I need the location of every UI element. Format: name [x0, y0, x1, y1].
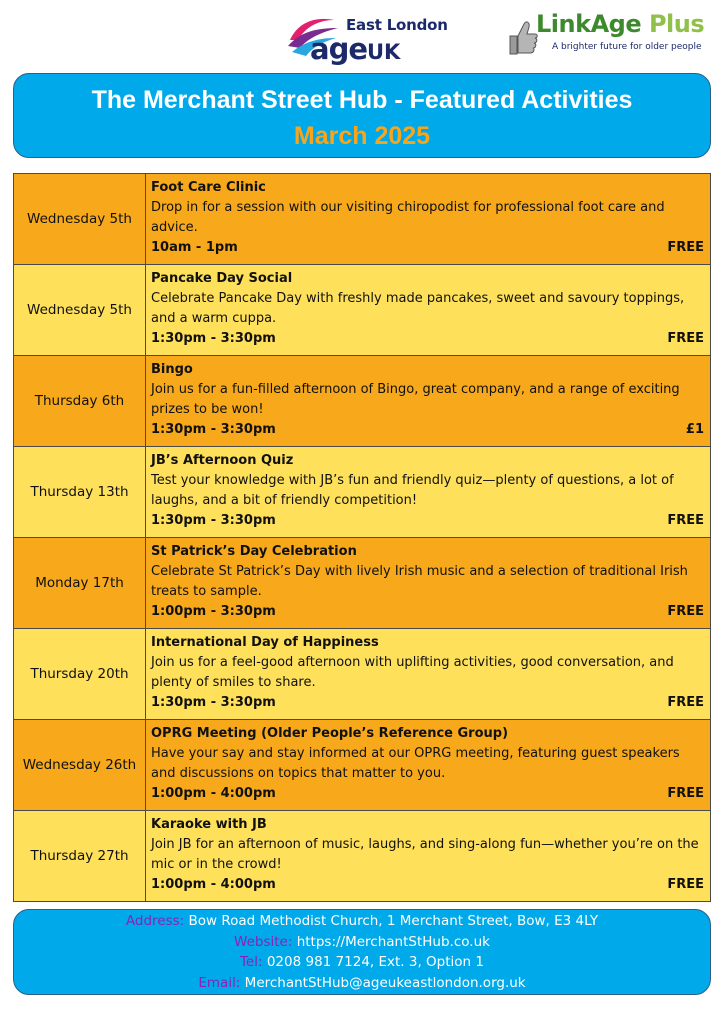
event-description: Celebrate Pancake Day with freshly made pancakes, sweet and savoury toppings, and a warm cuppa.: [151, 291, 685, 326]
event-title: St Patrick’s Day Celebration: [151, 544, 357, 559]
event-row: [14, 811, 711, 902]
event-date: Wednesday 26th: [14, 720, 146, 811]
event-description: Have your say and stay informed at our OPRG meeting, featuring guest speakers and discussions on topics that matter to you.: [151, 746, 680, 781]
tel-value: 0208 981 7124, Ext. 3, Option 1: [266, 954, 484, 970]
event-date: Thursday 27th: [14, 811, 146, 902]
age-uk-brand: age: [310, 32, 367, 66]
event-row: [14, 174, 711, 265]
age-uk-east-london-logo: [286, 12, 446, 64]
website-label: Website:: [234, 933, 293, 950]
event-title: Bingo: [151, 362, 193, 377]
event-title: International Day of Happiness: [151, 635, 379, 650]
age-uk-wordmark: [310, 32, 400, 69]
thumbs-up-icon: [508, 18, 538, 58]
event-date: Thursday 20th: [14, 629, 146, 720]
event-footer: [151, 238, 704, 258]
event-time: 1:00pm - 4:00pm: [151, 786, 276, 801]
logo-bar: [0, 8, 724, 64]
event-date: Thursday 6th: [14, 356, 146, 447]
event-description: Celebrate St Patrick’s Day with lively Irish music and a selection of traditional Irish treats to sample.: [151, 564, 688, 599]
event-row: [14, 356, 711, 447]
event-description: Drop in for a session with our visiting chiropodist for professional foot care and advice.: [151, 200, 665, 235]
linkage-tagline: A brighter future for older people: [552, 42, 702, 52]
event-title: Karaoke with JB: [151, 817, 267, 832]
event-footer: [151, 602, 704, 622]
event-info: [146, 720, 711, 811]
event-price: FREE: [667, 331, 704, 346]
address-line: [14, 911, 710, 932]
email-label: Email:: [198, 974, 241, 991]
activities-table: [13, 173, 711, 902]
address-value: Bow Road Methodist Church, 1 Merchant Street, Bow, E3 4LY: [188, 913, 599, 929]
event-description: Test your knowledge with JB’s fun and friendly quiz—plenty of questions, a lot of laughs, and a bit of friendly competition!: [151, 473, 674, 508]
event-time: 10am - 1pm: [151, 240, 238, 255]
event-time: 1:30pm - 3:30pm: [151, 695, 276, 710]
event-title: Foot Care Clinic: [151, 180, 266, 195]
tel-label: Tel:: [239, 954, 263, 970]
event-footer: [151, 784, 704, 804]
event-row: [14, 447, 711, 538]
event-price: FREE: [667, 877, 704, 892]
event-footer: [151, 693, 704, 713]
event-price: FREE: [667, 786, 704, 801]
address-label: Address:: [125, 913, 185, 929]
linkage-name-plus: Plus: [648, 10, 705, 38]
event-row: [14, 265, 711, 356]
event-footer: [151, 875, 704, 895]
event-price: FREE: [667, 604, 704, 619]
linkage-plus-logo: [508, 10, 714, 64]
event-row: [14, 538, 711, 629]
contact-footer: [13, 909, 711, 995]
activities-table-body: [14, 174, 711, 902]
page-header: [13, 73, 711, 158]
event-title: Pancake Day Social: [151, 271, 293, 286]
linkage-plus-name: [536, 10, 704, 38]
tel-line: [14, 952, 710, 973]
event-price: FREE: [667, 695, 704, 710]
event-time: 1:30pm - 3:30pm: [151, 331, 276, 346]
event-description: Join us for a fun-filled afternoon of Bingo, great company, and a range of exciting prizes to be won!: [151, 382, 680, 417]
event-info: [146, 265, 711, 356]
event-info: [146, 538, 711, 629]
event-time: 1:00pm - 4:00pm: [151, 877, 276, 892]
event-price: FREE: [667, 240, 704, 255]
event-info: [146, 447, 711, 538]
event-info: [146, 356, 711, 447]
event-description: Join us for a feel-good afternoon with uplifting activities, good conversation, and plenty of smiles to share.: [151, 655, 674, 690]
event-footer: [151, 420, 704, 440]
event-row: [14, 720, 711, 811]
event-date: Monday 17th: [14, 538, 146, 629]
email-line: [14, 973, 710, 994]
website-link[interactable]: https://MerchantStHub.co.uk: [296, 933, 490, 950]
event-time: 1:30pm - 3:30pm: [151, 422, 276, 437]
linkage-name: LinkAge: [536, 10, 642, 38]
event-title: OPRG Meeting (Older People’s Reference Group): [151, 726, 509, 741]
event-info: [146, 174, 711, 265]
page-month: March 2025: [293, 122, 431, 150]
age-uk-region: East London: [346, 16, 448, 34]
event-info: [146, 629, 711, 720]
event-price: £1: [685, 422, 704, 437]
event-footer: [151, 329, 704, 349]
event-info: [146, 811, 711, 902]
page-title: The Merchant Street Hub - Featured Activities: [91, 86, 633, 114]
event-row: [14, 629, 711, 720]
event-footer: [151, 511, 704, 531]
age-uk-brand-suffix: UK: [367, 40, 401, 64]
email-link[interactable]: MerchantStHub@ageukeastlondon.org.uk: [244, 974, 526, 991]
event-time: 1:00pm - 3:30pm: [151, 604, 276, 619]
event-title: JB’s Afternoon Quiz: [151, 453, 294, 468]
event-time: 1:30pm - 3:30pm: [151, 513, 276, 528]
website-line: [14, 932, 710, 953]
event-price: FREE: [667, 513, 704, 528]
event-date: Thursday 13th: [14, 447, 146, 538]
event-description: Join JB for an afternoon of music, laughs, and sing-along fun—whether you’re on the mic or in the crowd!: [151, 837, 699, 872]
event-date: Wednesday 5th: [14, 265, 146, 356]
event-date: Wednesday 5th: [14, 174, 146, 265]
